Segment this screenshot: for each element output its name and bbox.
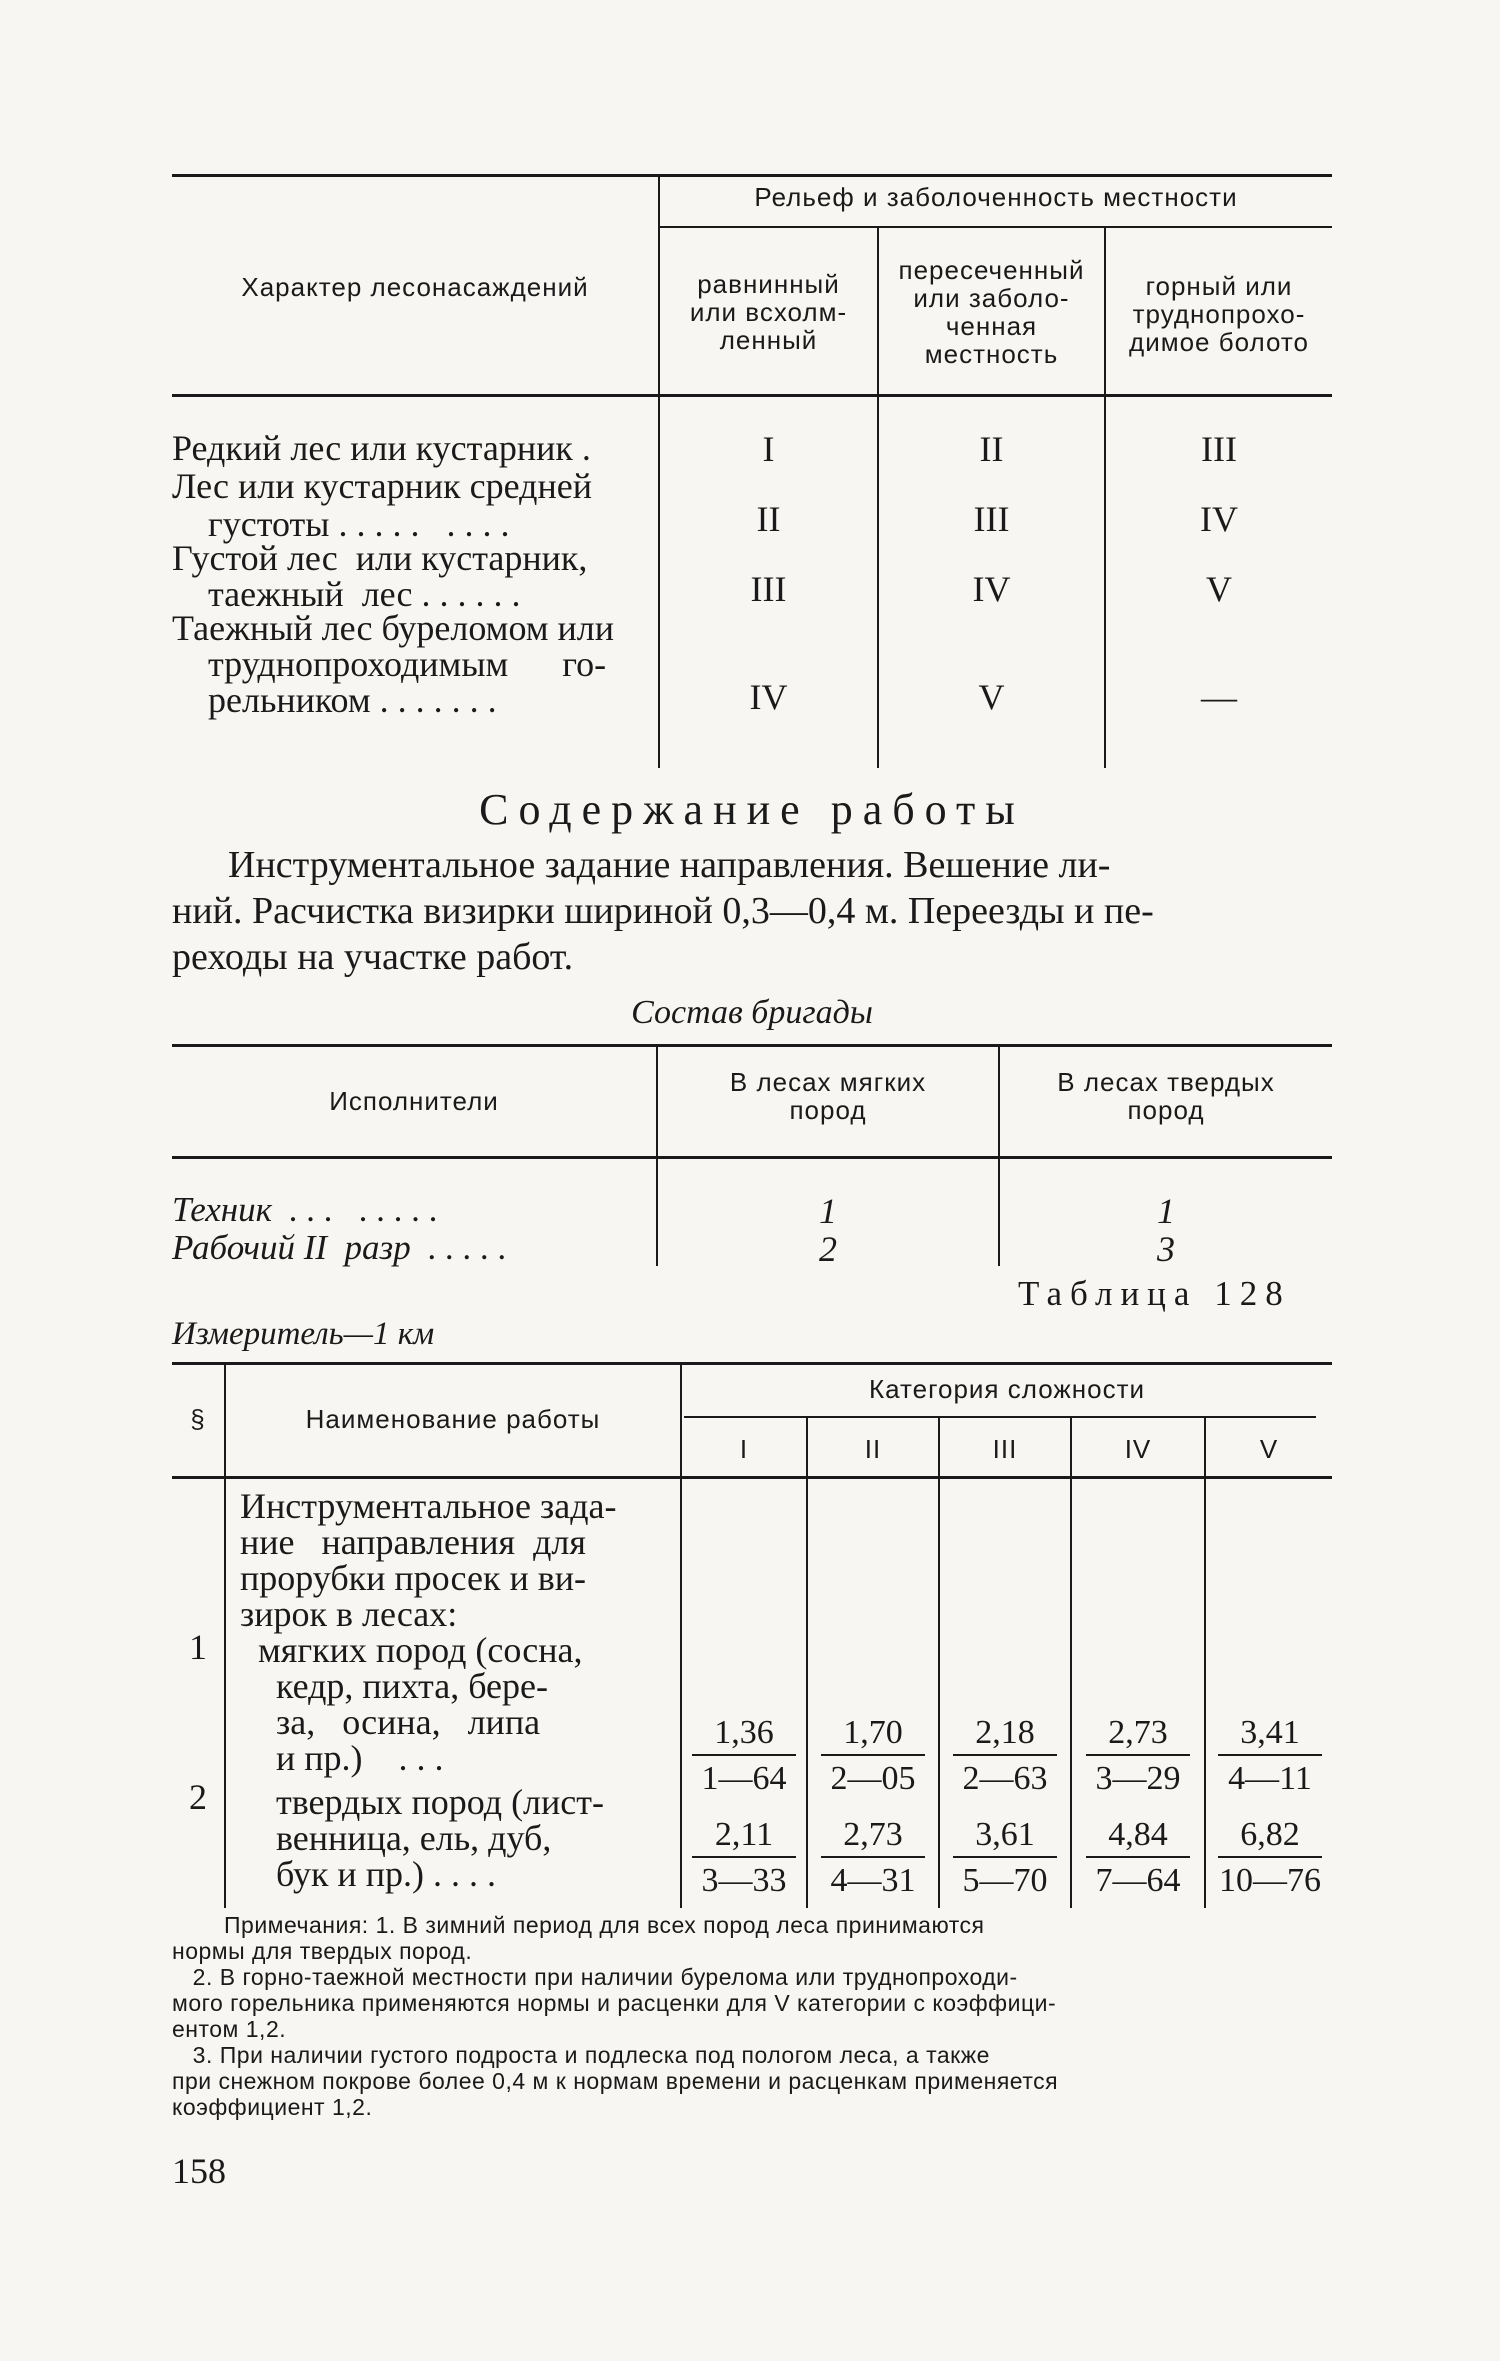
fraction-bar bbox=[821, 1856, 925, 1858]
work-name-line: твердых пород (лист- bbox=[240, 1782, 604, 1822]
norm-price: 10—76 bbox=[1219, 1862, 1321, 1899]
norm-fraction bbox=[1212, 1816, 1328, 1900]
subheader-crossed: пересеченный или заболо- ченная местность bbox=[898, 255, 1085, 369]
subheader-mountain: горный или труднопрохо- димое болото bbox=[1129, 271, 1309, 357]
work-name-line: прорубки просек и ви- bbox=[240, 1558, 586, 1598]
table-number: Таблица 128 bbox=[1018, 1274, 1291, 1313]
note-line: 2. В горно-таежной местности при наличии бурелома или труднопроходи- bbox=[172, 1964, 1018, 1990]
norm-fraction bbox=[1078, 1714, 1198, 1798]
category-header: I bbox=[739, 1434, 749, 1464]
header-work-name: Наименование работы bbox=[305, 1404, 601, 1434]
norm-price: 5—70 bbox=[962, 1862, 1048, 1899]
column-divider bbox=[224, 1364, 226, 1908]
cell-value: III bbox=[1201, 429, 1237, 469]
column-divider bbox=[938, 1418, 940, 1908]
norm-fraction bbox=[1212, 1714, 1328, 1798]
norm-price: 4—11 bbox=[1228, 1760, 1312, 1797]
norm-fraction bbox=[814, 1714, 932, 1798]
work-name-line: за, осина, липа bbox=[240, 1702, 541, 1742]
category-header: IV bbox=[1124, 1434, 1152, 1464]
fraction-bar bbox=[1086, 1754, 1190, 1756]
header-hard: В лесах твердых пород bbox=[1057, 1067, 1275, 1125]
norm-time: 6,82 bbox=[1240, 1816, 1300, 1853]
fraction-bar bbox=[1218, 1754, 1322, 1756]
norm-time: 1,70 bbox=[843, 1714, 903, 1751]
norm-time: 3,61 bbox=[975, 1816, 1035, 1853]
norm-time: 2,18 bbox=[975, 1714, 1035, 1751]
norm-price: 4—31 bbox=[830, 1862, 916, 1899]
fraction-bar bbox=[692, 1856, 796, 1858]
cell-value: IV bbox=[1200, 499, 1238, 539]
paragraph-line: Инструментальное задание направления. Вешение ли- bbox=[228, 844, 1111, 886]
work-name-line: венница, ель, дуб, bbox=[240, 1818, 552, 1858]
row-label: Густой лес или кустарник, bbox=[172, 538, 588, 578]
table-rule bbox=[172, 1044, 1332, 1047]
norm-fraction bbox=[946, 1816, 1064, 1900]
fraction-bar bbox=[1218, 1856, 1322, 1858]
cell-value: 1 bbox=[819, 1191, 837, 1231]
norm-fraction bbox=[1078, 1816, 1198, 1900]
fraction-bar bbox=[953, 1856, 1057, 1858]
cell-value: 3 bbox=[1157, 1229, 1175, 1269]
cell-value: V bbox=[1206, 569, 1232, 609]
note-line: при снежном покрове более 0,4 м к нормам времени и расценкам применяется bbox=[172, 2068, 1059, 2094]
norm-price: 1—64 bbox=[701, 1760, 787, 1797]
norm-time: 1,36 bbox=[714, 1714, 774, 1751]
cell-value: III bbox=[750, 569, 787, 609]
norm-price: 3—33 bbox=[701, 1862, 787, 1899]
fraction-bar bbox=[821, 1754, 925, 1756]
header-character: Характер лесонасаждений bbox=[241, 272, 589, 302]
header-soft: В лесах мягких пород bbox=[729, 1067, 927, 1125]
row-label: густоты . . . . . . . . . bbox=[172, 504, 510, 544]
note-line: коэффициент 1,2. bbox=[172, 2094, 373, 2120]
norm-fraction bbox=[814, 1816, 932, 1900]
work-name-line: бук и пр.) . . . . bbox=[240, 1854, 496, 1894]
fraction-bar bbox=[692, 1754, 796, 1756]
row-label: Таежный лес буреломом или bbox=[172, 608, 615, 648]
note-line: 3. При наличии густого подроста и подлеска под пологом леса, а также bbox=[172, 2042, 990, 2068]
cell-value: IV bbox=[749, 677, 788, 717]
column-divider bbox=[806, 1418, 808, 1908]
row-label: таежный лес . . . . . . bbox=[172, 574, 521, 614]
norm-time: 2,73 bbox=[843, 1816, 903, 1853]
table-rule bbox=[660, 226, 1332, 228]
norm-fraction bbox=[688, 1714, 800, 1798]
row-label: Лес или кустарник средней bbox=[172, 466, 592, 506]
note-line: ентом 1,2. bbox=[172, 2016, 287, 2042]
table-rule bbox=[172, 394, 1332, 397]
norm-fraction bbox=[688, 1816, 800, 1900]
row-label: Рабочий II разр . . . . . bbox=[172, 1228, 507, 1267]
table-rule bbox=[172, 1362, 1332, 1365]
cell-value: II bbox=[756, 499, 781, 539]
table-rule bbox=[684, 1416, 1316, 1418]
work-name-line: ние направления для bbox=[240, 1522, 586, 1562]
work-name-line: Инструментальное зада- bbox=[240, 1486, 617, 1526]
norm-time: 3,41 bbox=[1240, 1714, 1300, 1751]
table-rule bbox=[172, 1476, 1332, 1479]
work-name-line: зирок в лесах: bbox=[240, 1594, 458, 1634]
cell-value: — bbox=[1201, 677, 1237, 717]
column-divider bbox=[1070, 1418, 1072, 1908]
cell-value: IV bbox=[972, 569, 1011, 609]
work-name-line: и пр.) . . . bbox=[240, 1738, 444, 1778]
norm-time: 2,73 bbox=[1108, 1714, 1168, 1751]
table-rule bbox=[172, 174, 1332, 177]
cell-value: 2 bbox=[819, 1229, 837, 1269]
paragraph-line: ний. Расчистка визирки шириной 0,3—0,4 м. Переезды и пе- bbox=[172, 890, 1154, 932]
note-line: мого горельника применяются нормы и расценки для V категории с коэффици- bbox=[172, 1990, 1057, 2016]
category-header: II bbox=[864, 1434, 882, 1464]
column-divider bbox=[1204, 1418, 1206, 1908]
row-number: 1 bbox=[189, 1627, 207, 1667]
row-label: рельником . . . . . . . bbox=[172, 680, 497, 720]
norm-time: 2,11 bbox=[714, 1816, 774, 1853]
section-heading: Содержание работы bbox=[479, 785, 1025, 834]
fraction-bar bbox=[953, 1754, 1057, 1756]
category-header: V bbox=[1259, 1434, 1279, 1464]
norm-time: 4,84 bbox=[1108, 1816, 1168, 1853]
header-relief: Рельеф и заболоченность местности bbox=[754, 182, 1238, 212]
paragraph-line: реходы на участке работ. bbox=[172, 936, 574, 978]
norm-price: 2—63 bbox=[962, 1760, 1048, 1797]
header-section-sign: § bbox=[190, 1404, 206, 1434]
category-header: III bbox=[992, 1434, 1018, 1464]
work-name-line: кедр, пихта, бере- bbox=[240, 1666, 548, 1706]
row-label: труднопроходимым го- bbox=[172, 644, 607, 684]
cell-value: I bbox=[762, 429, 775, 469]
row-number: 2 bbox=[189, 1777, 207, 1817]
measure-unit: Измеритель—1 км bbox=[172, 1316, 435, 1352]
row-label: Техник . . . . . . . . bbox=[172, 1190, 439, 1229]
note-line: нормы для твердых пород. bbox=[172, 1938, 473, 1964]
fraction-bar bbox=[1086, 1856, 1190, 1858]
page-number: 158 bbox=[172, 2151, 226, 2191]
table-rule bbox=[172, 1156, 1332, 1159]
cell-value: II bbox=[979, 429, 1004, 469]
header-performers: Исполнители bbox=[329, 1086, 499, 1116]
cell-value: 1 bbox=[1157, 1191, 1175, 1231]
norm-price: 7—64 bbox=[1095, 1862, 1181, 1899]
subheader-plain: равнинный или всхолм- ленный bbox=[689, 269, 848, 355]
norm-fraction bbox=[946, 1714, 1064, 1798]
cell-value: V bbox=[978, 677, 1005, 717]
cell-value: III bbox=[973, 499, 1010, 539]
header-category: Категория сложности bbox=[868, 1374, 1146, 1404]
brigade-caption: Состав бригады bbox=[631, 994, 873, 1031]
note-line: Примечания: 1. В зимний период для всех пород леса принимаются bbox=[224, 1912, 985, 1938]
norm-price: 3—29 bbox=[1095, 1760, 1181, 1797]
work-name-line: мягких пород (сосна, bbox=[240, 1630, 583, 1670]
row-label: Редкий лес или кустарник . bbox=[172, 428, 591, 468]
norm-price: 2—05 bbox=[830, 1760, 916, 1797]
